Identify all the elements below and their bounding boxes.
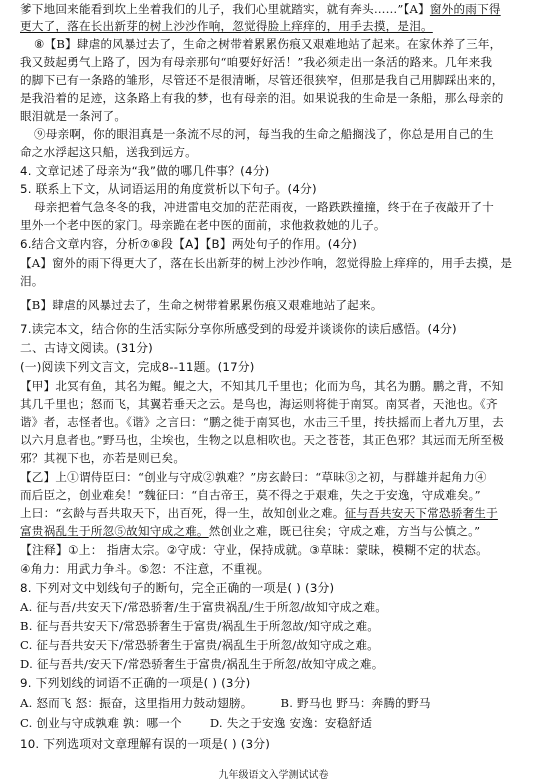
text-line: [20, 237, 531, 252]
line-text: ⑨母亲啊，你的眼泪真是一条流不尽的河，每当我的生命之船搁浅了，你总是用自己的生: [34, 127, 494, 141]
line-text: 泪。: [20, 274, 44, 288]
line-text: 里外一个老中医的家门。母亲跪在老中医的面前，求他救救她的儿子。: [20, 218, 386, 232]
text-line: [20, 470, 531, 485]
text-line: [20, 91, 531, 106]
line-text: 我又鼓起勇气上路了，因为有母亲那句“咱要好好活！”我必须走出一条活的路来。几年来我: [20, 55, 493, 69]
text-line: [34, 37, 531, 52]
line-text: 谐》者，志怪者也。《谐》之言曰：“鹏之徙于南冥也，水击三千里，抟扶摇而上者九万里，去: [20, 415, 504, 429]
text-line: [20, 109, 531, 124]
line-text: B. 征与吾共安天下/常恐骄奢生于富贵/祸乱生于所忽故/知守成之难。: [20, 619, 380, 633]
text-line: [20, 73, 531, 88]
line-text: C. 征与吾共安天下/常恐骄奢生于富贵/祸乱生于所忽/故知守成之难。: [20, 638, 379, 652]
line-text: 命之水浮起这只船，送我到远方。: [20, 145, 197, 159]
text-line: [20, 341, 531, 356]
text-line: [20, 543, 531, 558]
text-line: [20, 298, 531, 313]
text-line: [20, 2, 531, 17]
text-line: [20, 218, 531, 233]
line-text: 邪？其视下也，亦若是则已矣。: [20, 451, 186, 465]
text-line: [20, 676, 531, 691]
text-line: [20, 581, 531, 596]
line-text: 【乙】上①谓侍臣曰：“创业与守成②孰难？”房玄龄曰：“草昧③之初，与群雄并起角力④: [20, 470, 487, 484]
line-text: A. 征与吾/共安天下/常恐骄奢/生于富贵祸乱/生于所忽/故知守成之难。: [20, 600, 388, 614]
line-text: ⑧【B】肆虐的风暴过去了，生命之树带着累累伤痕又艰难地站了起来。在家休养了三年，: [34, 37, 502, 51]
line-text-continued: B. 野马也 野马：奔腾的野马: [280, 696, 431, 710]
text-line: [20, 256, 531, 271]
text-line: [20, 737, 531, 752]
text-line: [20, 360, 531, 375]
text-line: [20, 379, 531, 394]
text-line: [20, 619, 531, 634]
text-line: [20, 397, 531, 412]
line-text-continued: D. 失之于安逸 安逸：安稳舒适: [209, 716, 373, 730]
page-footer: 九年级语文入学测试试卷: [218, 770, 329, 781]
text-line: [20, 145, 531, 160]
line-text: 其几千里也；怒而飞，其翼若垂天之云。是鸟也，海运则将徙于南冥。南冥者，天池也。《齐: [20, 397, 498, 411]
text-line: [20, 696, 531, 711]
text-line: [20, 657, 531, 672]
line-text: 爹下地回来能看到坎上坐着我们的儿子，我们心里就踏实，就有奔头……”【A】: [20, 2, 430, 16]
text-line: [20, 433, 531, 448]
text-line: [20, 638, 531, 653]
text-line: [20, 182, 531, 197]
line-text: 以六月息者也。”野马也，尘埃也，生物之以息相吹也。天之苍苍，其正色邪？其远而无所至极: [20, 433, 504, 447]
underlined-text: 更大了，落在长出新芽的树上沙沙作响，忽觉得脸上痒痒的，用手去摸，是泪。: [20, 19, 433, 33]
line-text: 是我沿着的足迹，这条路上有我的梦，也有母亲的泪。如果说我的生命是一条船，那么母亲的: [20, 91, 504, 105]
line-text: A. 怒而飞 怒：振奋，这里指用力鼓动翅膀。: [20, 696, 253, 710]
line-text: 而后臣之，创业难矣！”魏征曰：“自古帝王，莫不得之于艰难，失之于安逸，守成难矣。”: [20, 488, 481, 502]
text-line: [20, 19, 531, 34]
text-line: [20, 451, 531, 466]
line-text: 9. 下列划线的词语不正确的一项是( ) (3分): [20, 676, 251, 690]
line-text: C. 创业与守成孰难 孰：哪一个: [20, 716, 182, 730]
underlined-text: 征与吾共安天下常恐骄奢生于: [344, 506, 498, 520]
line-text: 6.结合文章内容，分析⑦⑧段【A】【B】两处句子的作用。(4分): [20, 237, 358, 251]
underlined-text: 窗外的雨下得: [429, 2, 501, 16]
text-line: [20, 322, 531, 337]
text-line: [20, 600, 531, 615]
line-text-continued: 然创业之难，既已往矣；守成之难，方当与公慎之。”: [208, 524, 481, 538]
line-text: ④角力：用武力争斗。⑤忽：不注意，不重视。: [20, 562, 270, 576]
line-text: 母亲把着气急冬冬的我，冲进雷电交加的茫茫雨夜，一路跌跌撞撞，终于在子夜敲开了十: [34, 200, 494, 214]
text-line: [20, 716, 531, 731]
text-line: [20, 524, 531, 539]
line-text: 的脚下已有一条路的雏形，尽管还不是很清晰，尽管还很狭窄，但那是我自己用脚踩出来的，: [20, 73, 504, 87]
line-text: 10. 下列选项对文章理解有误的一项是( ) (3分): [20, 737, 271, 751]
text-line: [20, 415, 531, 430]
text-line: [20, 55, 531, 70]
line-text: 8. 下列对文中划线句子的断句，完全正确的一项是( ) (3分): [20, 581, 335, 595]
line-text: 上曰：“玄龄与吾共取天下，出百死，得一生，故知创业之难。: [20, 506, 345, 520]
line-text: 眼泪就是一条河了。: [20, 109, 127, 123]
line-text: 【A】窗外的雨下得更大了，落在长出新芽的树上沙沙作响，忽觉得脸上痒痒的，用手去摸，是: [20, 256, 513, 270]
text-line: [20, 164, 531, 179]
underlined-text: 富贵祸乱生于所忽⑤故知守成之难。: [20, 524, 209, 538]
line-text: 7.读完本文，结合你的生活实际分享你所感受到的母爱并谈谈你的读后感悟。(4分): [20, 322, 457, 336]
line-text: 【注释】①上： 指唐太宗。②守成：守业，保持成就。③草昧：蒙昧，模糊不定的状态。: [20, 543, 489, 557]
line-text: 二、古诗文阅读。(31分): [20, 341, 153, 355]
line-text: D. 征与吾共/安天下/常恐骄奢生于富贵/祸乱生于所忽/故知守成之难。: [20, 657, 384, 671]
line-text: (一)阅读下列文言文，完成8--11题。(17分): [20, 360, 255, 374]
line-text: 4. 文章记述了母亲为“我”做的哪几件事？(4分): [20, 164, 270, 178]
text-line: [20, 488, 531, 503]
text-line: [20, 506, 531, 521]
line-text: 【甲】北冥有鱼，其名为鲲。鲲之大，不知其几千里也；化而为鸟，其名为鹏。鹏之背，不知: [20, 379, 504, 393]
text-line: [20, 562, 531, 577]
text-line: [20, 274, 531, 289]
text-line: [34, 127, 531, 142]
line-text: 5. 联系上下文，从词语运用的角度赏析以下句子。(4分): [20, 182, 317, 196]
text-line: [34, 200, 531, 215]
line-text: 【B】肆虐的风暴过去了，生命之树带着累累伤痕又艰难地站了起来。: [20, 298, 383, 312]
